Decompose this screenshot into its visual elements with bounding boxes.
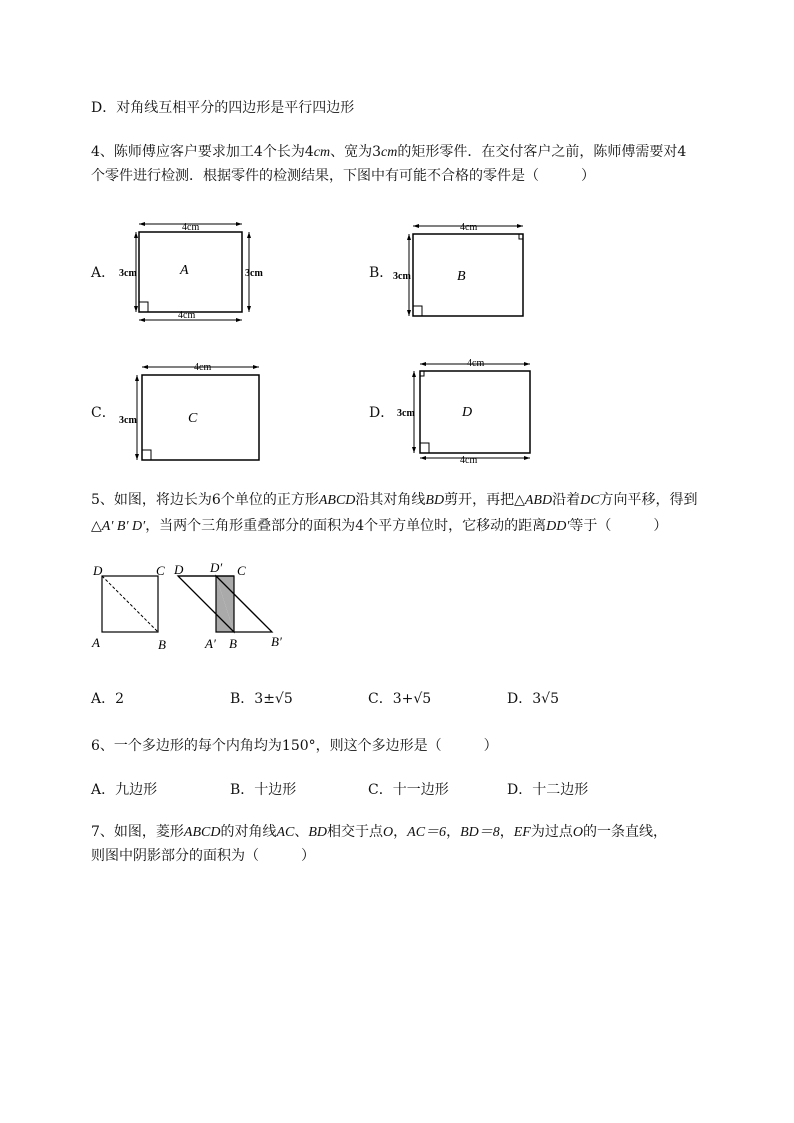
option-value: 3±√5 <box>254 691 293 707</box>
q7-text: 7、如图，菱形 <box>91 824 184 840</box>
arrow-icon <box>247 306 251 312</box>
q5-option-c[interactable] <box>368 688 431 708</box>
rect-outline <box>139 232 242 312</box>
q4-option-label: C． <box>91 405 116 421</box>
option-value: 2 <box>115 691 125 707</box>
right-angle-mark <box>139 302 148 312</box>
q4-text: 个长为 <box>262 144 305 160</box>
q5-text: 沿着 <box>552 492 581 508</box>
rect-outline <box>413 234 523 316</box>
arrow-icon <box>407 310 411 316</box>
arrow-icon <box>420 362 426 366</box>
q7-text: 为过点 <box>530 824 573 840</box>
option-label: B． <box>230 782 255 798</box>
q5-stem-line1 <box>91 490 698 511</box>
q7-text: 的对角线 <box>220 824 277 840</box>
option-label: B． <box>230 691 255 707</box>
q7-var: BD <box>308 825 328 840</box>
q7-text: 相交于点 <box>327 824 384 840</box>
q6-option-d[interactable] <box>507 779 588 799</box>
q4-text: 、宽为 <box>330 144 373 160</box>
arrow-icon <box>407 234 411 240</box>
q4-figure-a <box>110 215 270 325</box>
arrow-icon <box>524 456 530 460</box>
q4-option-label: B． <box>369 265 394 281</box>
q5-option-b[interactable] <box>230 688 293 708</box>
q5-num: 6 <box>211 492 221 508</box>
q5-text: 方向平移，得到 <box>599 492 698 508</box>
option-label: C． <box>368 691 393 707</box>
shape-letter: A <box>180 263 189 278</box>
shape-letter: C <box>188 411 198 426</box>
dim-top: 4cm <box>460 222 478 233</box>
q7-text: ， <box>499 824 514 840</box>
dim-bottom: 4cm <box>178 310 196 321</box>
q7-text: 、 <box>294 824 309 840</box>
label-b: B <box>158 637 166 652</box>
q5-var: DD′ <box>546 519 570 534</box>
dim-top: 4cm <box>182 222 200 233</box>
q4-option-label: A． <box>91 265 116 281</box>
option-label: D． <box>507 691 533 707</box>
arrow-icon <box>413 224 419 228</box>
q6-option-a[interactable] <box>91 779 157 799</box>
dim-left: 3cm <box>393 271 411 282</box>
option-label: C． <box>368 782 393 798</box>
option-label: A． <box>91 782 116 798</box>
q6-stem: 6、一个多边形的每个内角均为150°，则这个多边形是（ ） <box>91 738 498 754</box>
label-c: C <box>156 563 165 578</box>
rect-outline <box>142 375 259 460</box>
q5-figure <box>88 558 298 656</box>
q5-text: 个单位的正方形 <box>220 492 319 508</box>
q4-text: 的矩形零件．在交付客户之前，陈师傅需要对 <box>397 144 678 160</box>
q4-unit: cm <box>313 145 331 160</box>
arrow-icon <box>135 375 139 381</box>
q5-text: ，当两个三角形重叠部分的面积为 <box>145 518 356 534</box>
arrow-icon <box>139 318 145 322</box>
arrow-icon <box>236 222 242 226</box>
arrow-icon <box>517 224 523 228</box>
dim-left: 3cm <box>119 268 137 279</box>
arrow-icon <box>134 232 138 238</box>
arrow-icon <box>139 222 145 226</box>
q5-var: A′ B′ D′ <box>101 519 146 534</box>
q4-stem-line2: 个零件进行检测．根据零件的检测结果，下图中有可能不合格的零件是（ ） <box>91 168 595 184</box>
diagonal-bd <box>102 576 158 632</box>
shape-letter: D <box>462 405 473 420</box>
q4-wid: 3 <box>372 144 382 160</box>
q7-text: ， <box>446 824 461 840</box>
dim-top: 4cm <box>467 358 485 369</box>
q5-text: △ <box>91 518 102 534</box>
arrow-icon <box>134 306 138 312</box>
q5-var: BD <box>425 493 445 508</box>
q4-count: 4 <box>677 144 687 160</box>
q4-figure-b <box>390 215 540 325</box>
q7-var: O <box>383 825 394 840</box>
dim-top: 4cm <box>194 362 212 373</box>
q7-stem-line1 <box>91 822 667 843</box>
q5-var: ABD <box>524 493 553 508</box>
arrow-icon <box>412 447 416 453</box>
option-value: 十一边形 <box>392 782 449 798</box>
right-angle-mark <box>420 443 429 453</box>
q7-var: EF <box>513 825 531 840</box>
arrow-icon <box>524 362 530 366</box>
q5-var: ABCD <box>318 493 356 508</box>
label-a-prime: A′ <box>205 636 216 651</box>
option-value: 九边形 <box>115 782 158 798</box>
dim-bottom: 4cm <box>460 455 478 466</box>
option-value: 十边形 <box>254 782 297 798</box>
q5-stem-line2 <box>91 516 667 537</box>
label-a: A <box>92 635 100 650</box>
q5-text: 等于（ ） <box>569 518 668 534</box>
arrow-icon <box>142 365 148 369</box>
q7-var: AC＝6 <box>407 825 447 840</box>
q5-text: 个平方单位时，它移动的距离 <box>364 518 547 534</box>
label-b-prime: B′ <box>271 634 282 649</box>
dim-right: 3cm <box>245 268 263 279</box>
shape-letter: B <box>457 269 466 284</box>
q4-stem-line1 <box>91 142 686 163</box>
q4-count: 4 <box>253 144 263 160</box>
q5-text: 剪开，再把△ <box>444 492 525 508</box>
arrow-icon <box>135 454 139 460</box>
q5-text: 5、如图，将边长为 <box>91 492 212 508</box>
arrow-icon <box>412 371 416 377</box>
option-value: 3√5 <box>532 691 559 707</box>
arrow-icon <box>247 232 251 238</box>
q6-option-b[interactable] <box>230 779 296 799</box>
q5-option-a[interactable] <box>91 688 124 708</box>
q5-text: 沿其对角线 <box>355 492 426 508</box>
label-b: B <box>229 636 237 651</box>
option-value: 3+√5 <box>392 691 432 707</box>
q7-text: ， <box>393 824 408 840</box>
arrow-icon <box>253 365 259 369</box>
right-angle-mark <box>413 306 422 316</box>
rect-outline <box>420 371 530 453</box>
right-angle-mark <box>142 450 151 460</box>
q7-text: 的一条直线， <box>582 824 667 840</box>
q7-var: O <box>572 825 583 840</box>
q3-option-d: D．对角线互相平分的四边形是平行四边形 <box>91 100 355 116</box>
arrow-icon <box>236 318 242 322</box>
q5-option-d[interactable] <box>507 688 559 708</box>
q7-var: ABCD <box>183 825 221 840</box>
q4-text: 4、陈师傅应客户要求加工 <box>91 144 254 160</box>
arrow-icon <box>420 456 426 460</box>
label-d: D <box>93 563 103 578</box>
q4-unit: cm <box>381 145 398 160</box>
dim-left: 3cm <box>397 408 415 419</box>
label-c: C <box>237 563 246 578</box>
q4-len: 4 <box>304 144 314 160</box>
label-d-prime: D′ <box>210 560 223 575</box>
q7-var: BD＝8 <box>460 825 500 840</box>
q4-figure-c <box>112 355 272 467</box>
q6-option-c[interactable] <box>368 779 449 799</box>
q5-num: 4 <box>355 518 365 534</box>
dim-left: 3cm <box>119 415 137 426</box>
option-label: D． <box>507 782 533 798</box>
label-d: D <box>174 562 184 577</box>
q7-var: AC <box>276 825 295 840</box>
option-label: A． <box>91 691 116 707</box>
q4-option-label: D． <box>369 405 395 421</box>
q4-figure-d <box>392 354 542 466</box>
option-value: 十二边形 <box>532 782 589 798</box>
q5-var: DC <box>580 493 600 508</box>
q7-stem-line2: 则图中阴影部分的面积为（ ） <box>91 848 315 864</box>
